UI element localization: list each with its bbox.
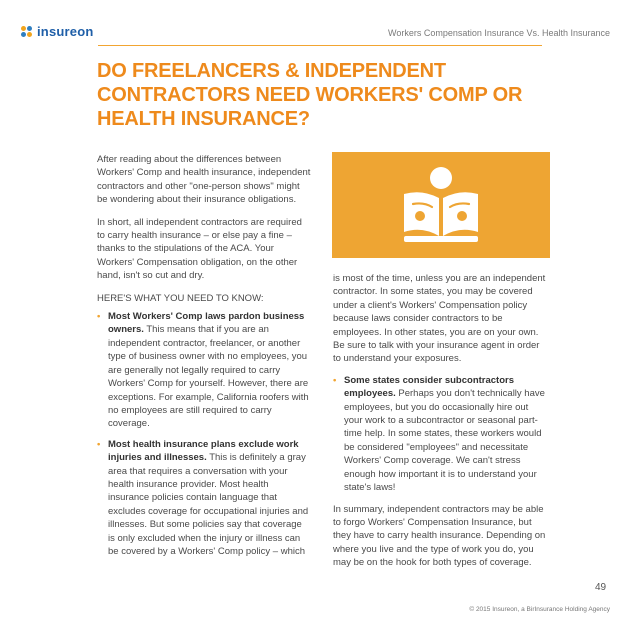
summary-paragraph: In summary, independent contractors may be able to forgo Workers' Compensation Insurance, but they have to carry health insurance. Depending on where you live and the type of work you do, you may be on the hook for both types of coverage. bbox=[333, 503, 546, 569]
list-item bbox=[97, 310, 311, 431]
bullet-icon: • bbox=[97, 438, 101, 450]
document-title: Workers Compensation Insurance Vs. Health Insurance bbox=[388, 28, 610, 38]
bullet-list bbox=[97, 310, 311, 558]
reading-graphic bbox=[332, 152, 550, 258]
page-number: 49 bbox=[595, 582, 607, 593]
page-title: DO FREELANCERS & INDEPENDENT CONTRACTORS NEED WORKERS' COMP OR HEALTH INSURANCE? bbox=[97, 60, 523, 130]
bullet-icon: • bbox=[333, 374, 337, 386]
section-heading: HERE'S WHAT YOU NEED TO KNOW: bbox=[97, 292, 264, 304]
logo-text: insureon bbox=[37, 24, 94, 39]
list-item bbox=[333, 374, 548, 495]
logo-mark-icon bbox=[21, 26, 33, 38]
bullet-bold: Some states consider subcontractors employees. bbox=[344, 374, 514, 400]
bullet-icon: • bbox=[97, 311, 101, 323]
bullet-text: Perhaps you don't technically have employees, but you do occasionally hire out your work to a subcontractor or seasonal part-time help. In some states, these workers would be considered "employees" and necessitate Workers' Comp coverage. We can't stress enough how important it is to understand your state's laws! bbox=[344, 388, 545, 494]
bullet-text: This means that if you are an independent contractor, freelancer, or another type of business owner with no employees, you are generally not legally required to carry Workers' Comp for yourself. However, there are exceptions. For example, California roofers with no employees are still required to carry coverage. bbox=[108, 324, 309, 430]
left-column bbox=[97, 153, 311, 566]
bullet-text: This is definitely a gray area that requires a conversation with your health insurance provider. Most health insurance policies contain language that excludes coverage for occupational injuries and illnesses. But some policies say that coverage is only excluded when the injury or illness can be covered by a Workers' Comp policy – which bbox=[108, 452, 309, 557]
bullet-bold: Most Workers' Comp laws pardon business owners. bbox=[108, 311, 305, 336]
bullet-list bbox=[333, 374, 548, 495]
person-reading-icon bbox=[398, 164, 484, 246]
aca-paragraph: In short, all independent contractors are required to carry health insurance – or else pay a fine – thanks to the stipulations of the ACA. Your Workers' Compensation obligation, on the other hand, isn't so cut and dry. bbox=[97, 216, 302, 282]
intro-paragraph: After reading about the differences between Workers' Comp and health insurance, independent contractors and other "one-person shows" might be wondering about their insurance obligations. bbox=[97, 154, 311, 206]
insureon-logo bbox=[21, 24, 94, 39]
right-column bbox=[333, 272, 548, 579]
list-item bbox=[97, 438, 311, 559]
continued-text: is most of the time, unless you are an independent contractor. In some states, you may be covered under a client's Workers' Compensation policy because laws consider contractors to be employees. In other states, you are on your own. Be sure to talk with your insurance agent in order to understand your exposures. bbox=[333, 273, 546, 365]
header-divider bbox=[98, 45, 542, 46]
bullet-bold: Most health insurance plans exclude work injuries and illnesses. bbox=[108, 438, 299, 464]
copyright-footer: © 2015 Insureon, a BirInsurance Holding Agency bbox=[469, 606, 610, 613]
